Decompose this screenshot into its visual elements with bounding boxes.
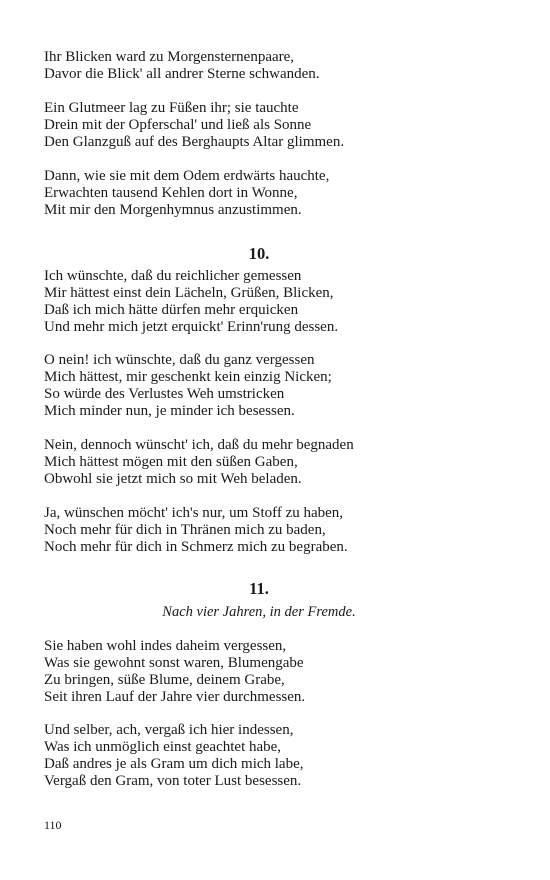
verse-line: Sie haben wohl indes daheim vergessen, [44,638,287,654]
verse-line: Und selber, ach, vergaß ich hier indessen, [44,722,294,738]
verse-line: Mich minder nun, je minder ich besessen. [44,403,295,419]
verse-line: Und mehr mich jetzt erquickt' Erinn'rung dessen. [44,319,339,335]
verse-line: Obwohl sie jetzt mich so mit Weh beladen. [44,471,302,487]
stanza [44,49,504,83]
stanza [44,505,504,556]
stanza [44,352,504,420]
poem-subtitle: Nach vier Jahren, in der Fremde. [162,604,356,620]
verse-line: Was ich unmöglich einst geachtet habe, [44,739,282,755]
stanza [44,100,504,151]
stanza [44,638,504,706]
verse-line: Den Glanzguß auf des Berghaupts Altar glimmen. [44,134,345,150]
verse-line: Drein mit der Opferschal' und ließ als Sonne [44,117,312,133]
verse-line: Ich wünschte, daß du reichlicher gemessen [44,268,302,284]
verse-line: Zu bringen, süße Blume, deinem Grabe, [44,672,285,688]
verse-line: Was sie gewohnt sonst waren, Blumengabe [44,655,304,671]
stanza [44,722,504,790]
stanza [44,437,504,488]
verse-line: Davor die Blick' all andrer Sterne schwanden. [44,66,320,82]
verse-line: Mich hättest, mir geschenkt kein einzig Nicken; [44,369,332,385]
page-number: 110 [44,818,62,832]
verse-line: O nein! ich wünschte, daß du ganz vergessen [44,352,315,368]
verse-line: Mir hättest einst dein Lächeln, Grüßen, Blicken, [44,285,334,301]
verse-line: Dann, wie sie mit dem Odem erdwärts hauchte, [44,168,330,184]
stanza [44,168,504,219]
poem-number-heading: 10. [248,244,270,263]
stanza [44,268,504,336]
poem-number-heading: 11. [249,579,269,598]
verse-line: Daß ich mich hätte dürfen mehr erquicken [44,302,299,318]
verse-line: Seit ihren Lauf der Jahre vier durchmessen. [44,689,306,705]
verse-line: Ihr Blicken ward zu Morgensternenpaare, [44,49,295,65]
verse-line: Mich hättest mögen mit den süßen Gaben, [44,454,298,470]
verse-line: Ja, wünschen möcht' ich's nur, um Stoff zu haben, [44,505,344,521]
verse-line: So würde des Verlustes Weh umstricken [44,386,285,402]
verse-line: Noch mehr für dich in Thränen mich zu baden, [44,522,326,538]
verse-line: Noch mehr für dich in Schmerz mich zu begraben. [44,539,348,555]
verse-line: Erwachten tausend Kehlen dort in Wonne, [44,185,298,201]
verse-line: Ein Glutmeer lag zu Füßen ihr; sie tauchte [44,100,299,116]
verse-line: Nein, dennoch wünscht' ich, daß du mehr begnaden [44,437,354,453]
verse-line: Daß andres je als Gram um dich mich labe, [44,756,304,772]
verse-line: Mit mir den Morgenhymnus anzustimmen. [44,202,302,218]
verse-line: Vergaß den Gram, von toter Lust besessen. [44,773,302,789]
